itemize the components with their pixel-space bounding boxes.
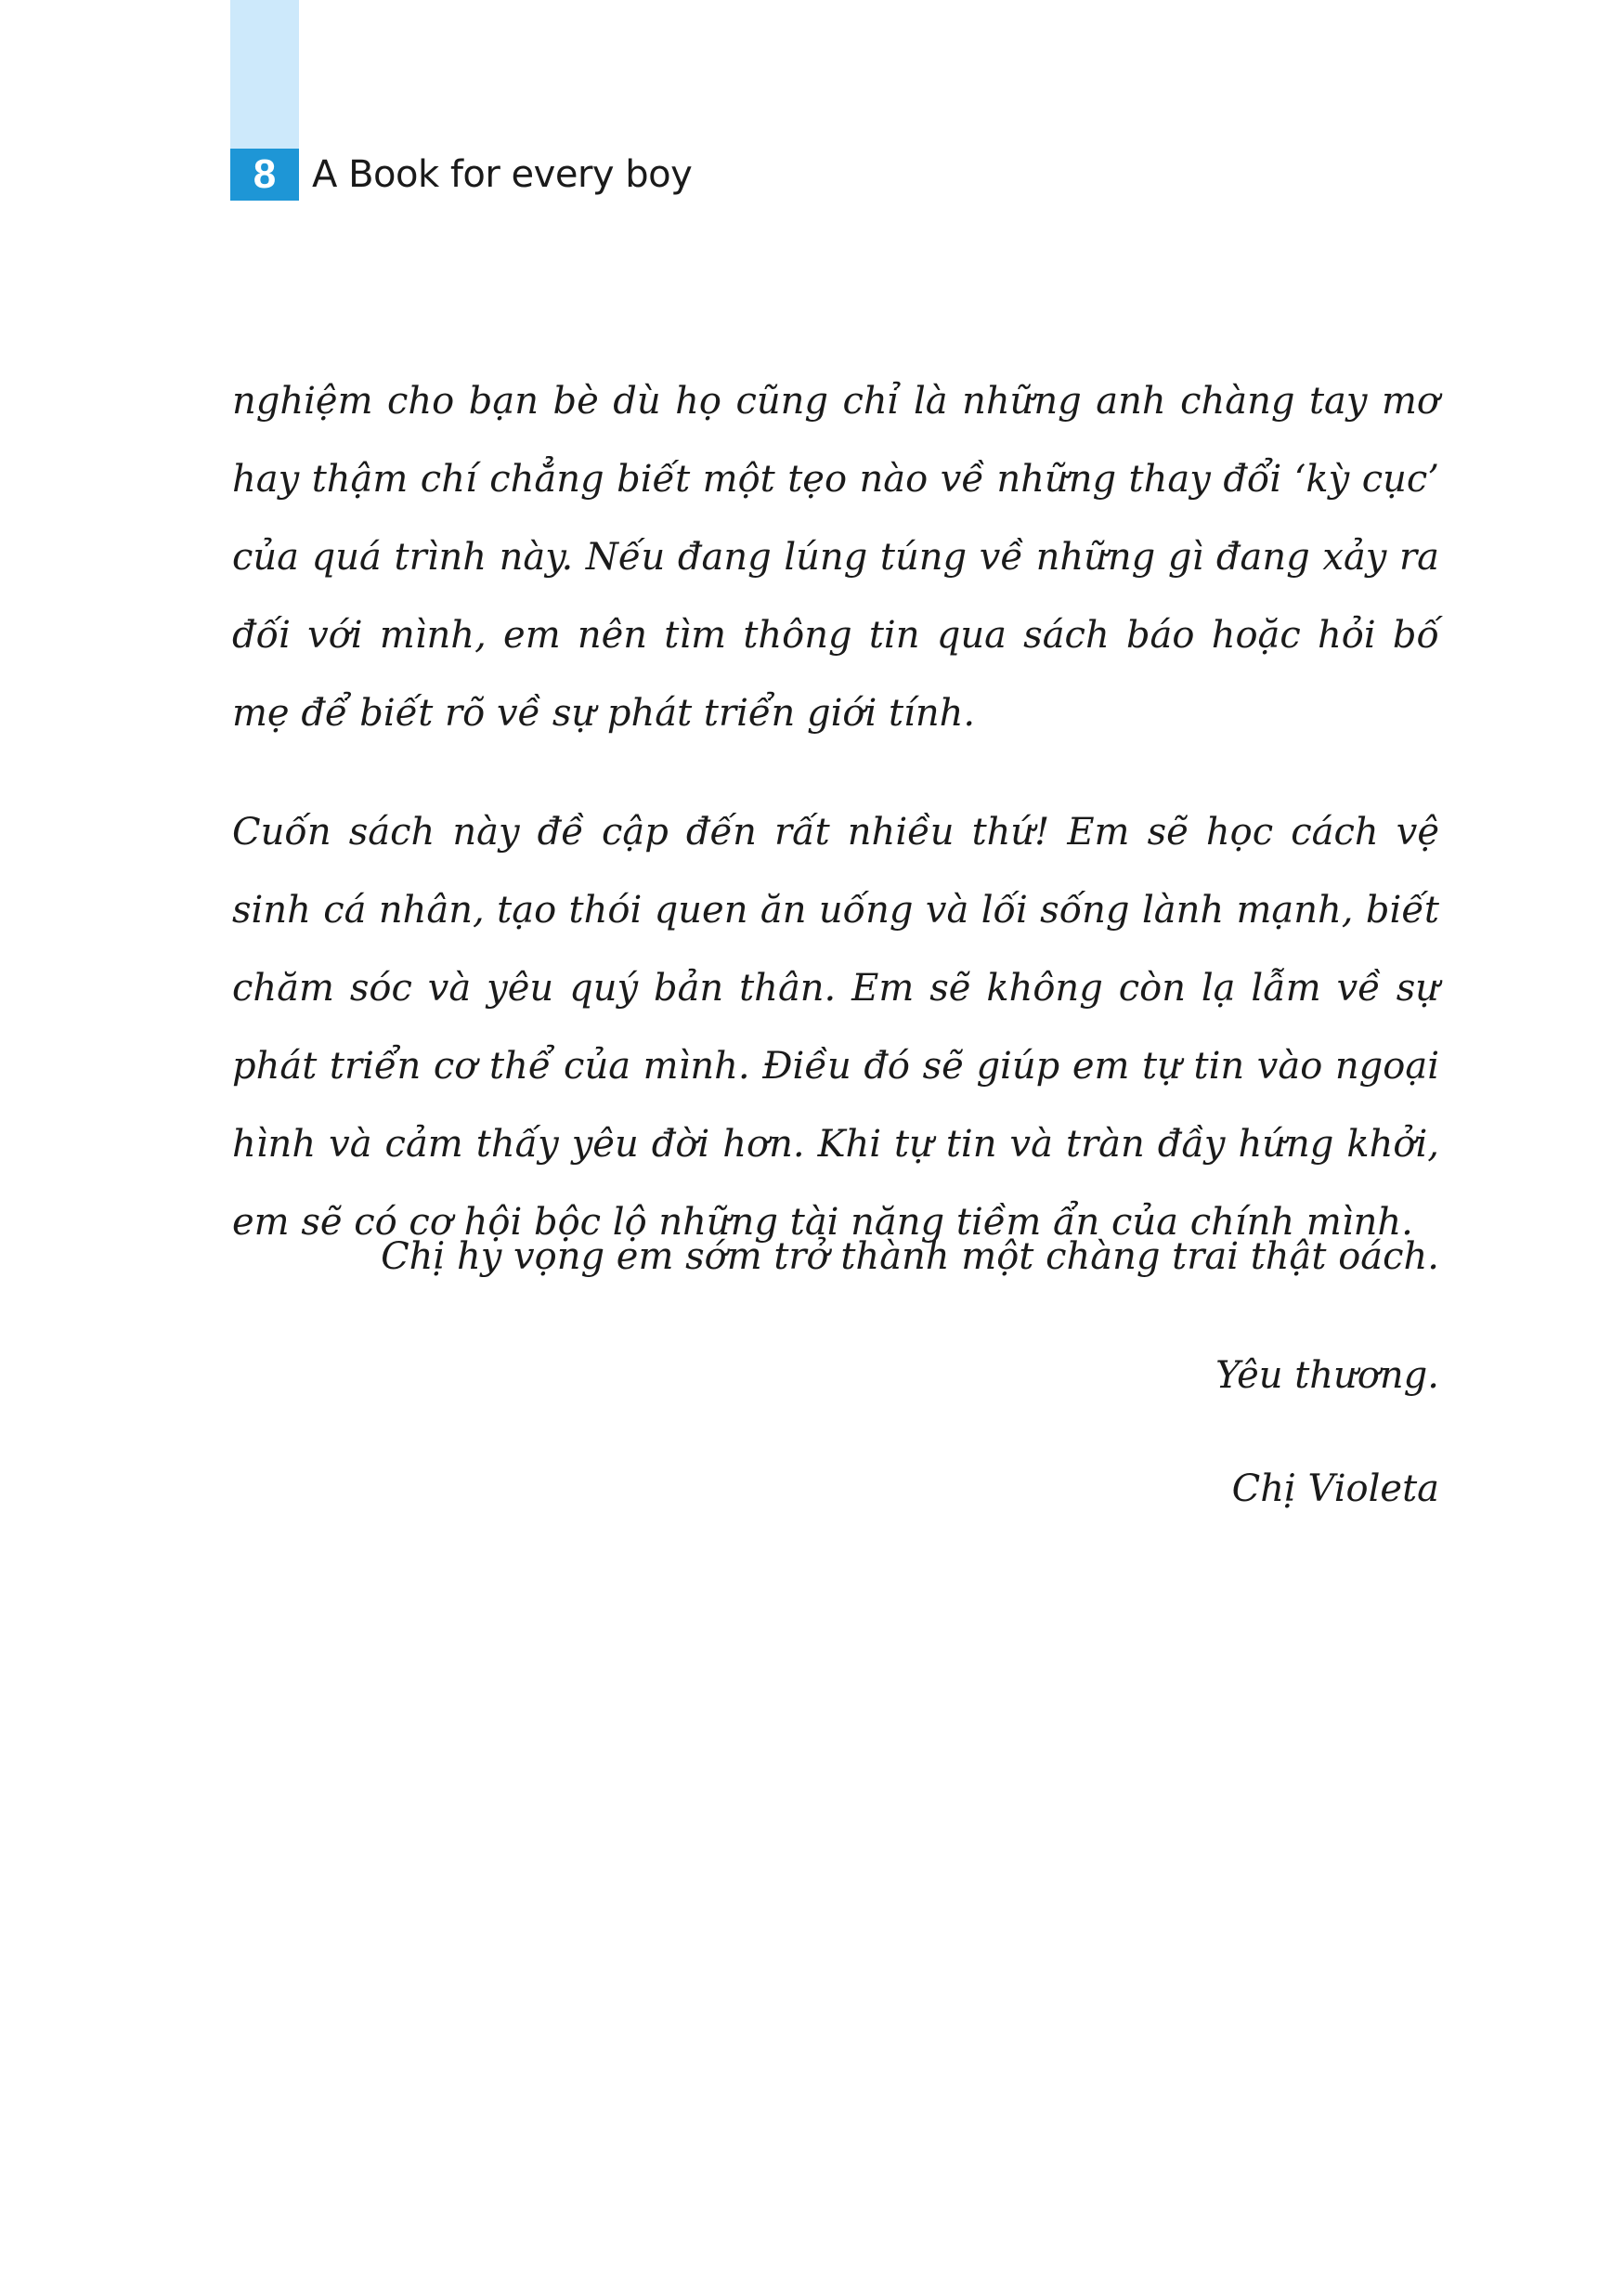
closing-hope-line: Chị hy vọng em sớm trở thành một chàng trai thật oách. bbox=[381, 1235, 1439, 1278]
header-color-strip bbox=[230, 0, 299, 149]
closing-farewell: Yêu thương. bbox=[1215, 1354, 1439, 1397]
paragraph-1: nghiệm cho bạn bè dù họ cũng chỉ là những anh chàng tay mơ hay thậm chí chẳng biết một tẹo nào về những thay đổi ‘kỳ cục’ của quá trình này. Nếu đang lúng túng về những gì đang xảy ra đối với mình, em nên tìm thông tin qua sách báo hoặc hỏi bố mẹ để biết rõ về sự phát triển giới tính. bbox=[232, 380, 1439, 735]
paragraph-2: Cuốn sách này đề cập đến rất nhiều thứ! Em sẽ học cách vệ sinh cá nhân, tạo thói quen ăn uống và lối sống lành mạnh, biết chăm sóc và yêu quý bản thân. Em sẽ không còn lạ lẫm về sự phát triển cơ thể của mình. Điều đó sẽ giúp em tự tin vào ngoại hình và cảm thấy yêu đời hơn. Khi tự tin và tràn đầy hứng khởi, em sẽ có cơ hội bộc lộ những tài năng tiềm ẩn của chính mình. bbox=[232, 811, 1439, 1244]
running-title: A Book for every boy bbox=[312, 153, 693, 196]
body-text bbox=[232, 362, 1439, 1261]
signature: Chị Violeta bbox=[1231, 1467, 1439, 1510]
page-number: 8 bbox=[230, 149, 299, 201]
